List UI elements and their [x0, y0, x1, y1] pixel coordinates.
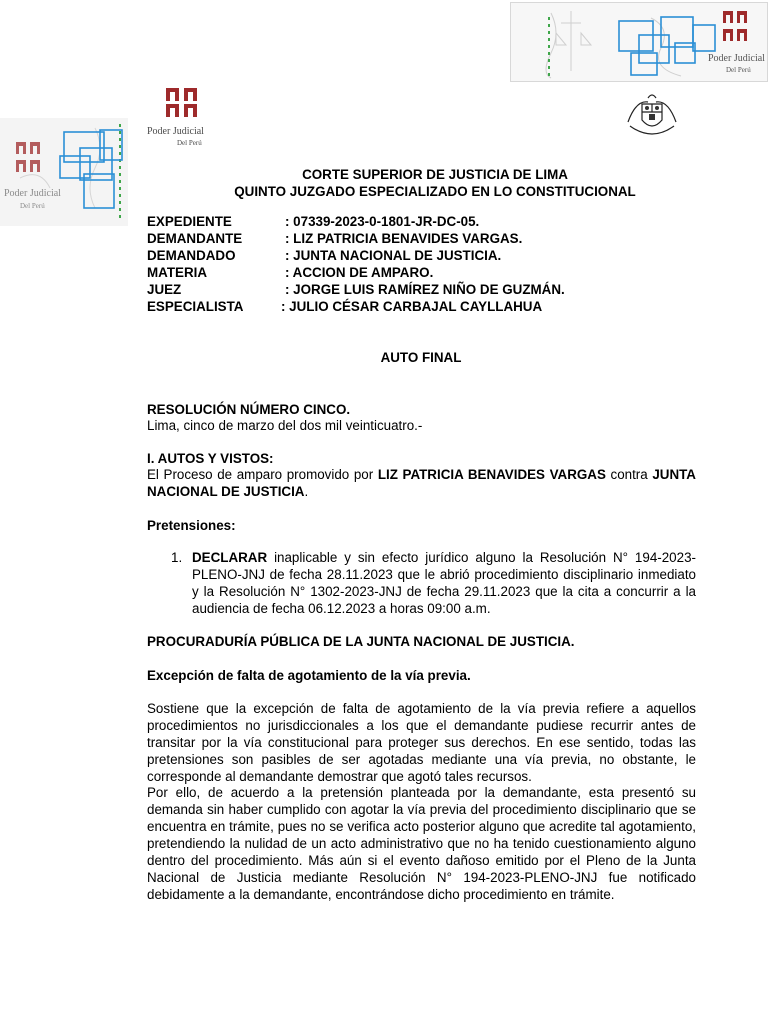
case-value: : 07339-2023-0-1801-JR-DC-05.	[285, 214, 480, 229]
autos-party-defendant: JUNTA NACIONAL DE JUSTICIA	[147, 467, 696, 499]
poder-judicial-emblem-icon	[164, 86, 204, 120]
case-label: DEMANDADO	[147, 248, 236, 263]
pretension-item	[192, 549, 696, 617]
resolution-title: RESOLUCIÓN NÚMERO CINCO.	[147, 402, 351, 417]
autos-heading: I. AUTOS Y VISTOS:	[147, 451, 274, 466]
resolution-date: Lima, cinco de marzo del dos mil veinticuatro.-	[147, 418, 423, 433]
document-title: AUTO FINAL	[380, 350, 462, 365]
case-row-expediente	[147, 214, 707, 231]
case-label: DEMANDANTE	[147, 231, 243, 246]
autos-text-3: .	[304, 484, 309, 499]
autos-party-plaintiff: LIZ PATRICIA BENAVIDES VARGAS	[377, 467, 606, 482]
logo-name: Poder Judicial	[147, 126, 204, 137]
banner-logo-sub: Del Perú	[726, 66, 751, 74]
autos-text-2: contra	[610, 467, 648, 482]
autos-text-1: El Proceso de amparo promovido por	[147, 467, 374, 482]
side-logo-name: Poder Judicial	[4, 188, 61, 199]
court-name: CORTE SUPERIOR DE JUSTICIA DE LIMA	[302, 167, 568, 182]
case-value: : JUNTA NACIONAL DE JUSTICIA.	[285, 248, 502, 263]
case-row-materia	[147, 265, 707, 282]
pretension-verb: DECLARAR	[192, 550, 268, 565]
case-label: ESPECIALISTA	[147, 299, 244, 314]
pretensiones-heading: Pretensiones:	[147, 518, 236, 533]
excepcion-subheading: Excepción de falta de agotamiento de la vía previa.	[147, 668, 471, 683]
logo-sub: Del Perú	[177, 139, 202, 147]
case-value: : LIZ PATRICIA BENAVIDES VARGAS.	[285, 231, 523, 246]
case-row-demandante	[147, 231, 707, 248]
poder-judicial-logo	[145, 86, 225, 146]
case-value: : JULIO CÉSAR CARBAJAL CAYLLAHUA	[281, 299, 543, 314]
procuraduria-paragraph-2: Por ello, de acuerdo a la pretensión planteada por la demandante, esta presentó su demanda sin haber cumplido con agotar la vía previa del procedimiento disciplinario que se encuentra en trámite, pues no se verifica acto posterior alguno que acredite tal agotamiento, pretendiendo la nulidad de un acto administrativo que no ha tenido cuestionamiento alguno dentro del procedimiento. Más aún si el evento dañoso emitido por el Pleno de la Junta Nacional de Justicia mediante Resolución N° 194-2023-PLENO-JNJ fue notificado debidamente a la demandante, encontrándose dicho procedimiento en trámite.	[147, 785, 696, 902]
side-logo-sub: Del Perú	[20, 202, 45, 210]
case-label: EXPEDIENTE	[147, 214, 232, 229]
case-label: JUEZ	[147, 282, 182, 297]
pretension-number: 1.	[171, 550, 183, 565]
court-subname: QUINTO JUZGADO ESPECIALIZADO EN LO CONSTITUCIONAL	[234, 184, 636, 199]
procuraduria-heading: PROCURADURÍA PÚBLICA DE LA JUNTA NACIONAL DE JUSTICIA.	[147, 634, 575, 649]
case-row-especialista	[147, 299, 707, 316]
pretension-text: inaplicable y sin efecto jurídico alguno la Resolución N° 194-2023-PLENO-JNJ de fecha 28.11.2023 que le abrió procedimiento disciplinario inmediato y la Resolución N° 1302-2023-JNJ de fecha 29.11.2023 que la cita a concurrir a la audiencia de fecha 06.12.2023 a horas 09:00 a.m.	[192, 550, 696, 616]
autos-paragraph	[147, 466, 696, 500]
case-value: : JORGE LUIS RAMÍREZ NIÑO DE GUZMÁN.	[285, 282, 565, 297]
banner-logo-name: Poder Judicial	[708, 53, 765, 64]
case-row-juez	[147, 282, 707, 299]
procuraduria-paragraph-1: Sostiene que la excepción de falta de agotamiento de la vía previa refiere a aquellos procedimientos no jurisdiccionales a los que el demandante pudiese recurrir antes de transitar por la vía constitucional para proteger sus derechos. En ese sentido, todas las pretensiones son pasibles de ser agotadas mediante una vía previa, no obstante, le corresponde al demandante demostrar que agotó tales recursos.	[147, 701, 696, 784]
case-info-block	[147, 214, 707, 316]
coat-of-arms-icon	[624, 92, 680, 140]
case-value: : ACCION DE AMPARO.	[285, 265, 434, 280]
case-label: MATERIA	[147, 265, 208, 280]
case-row-demandado	[147, 248, 707, 265]
header-banner-logo	[510, 2, 768, 82]
